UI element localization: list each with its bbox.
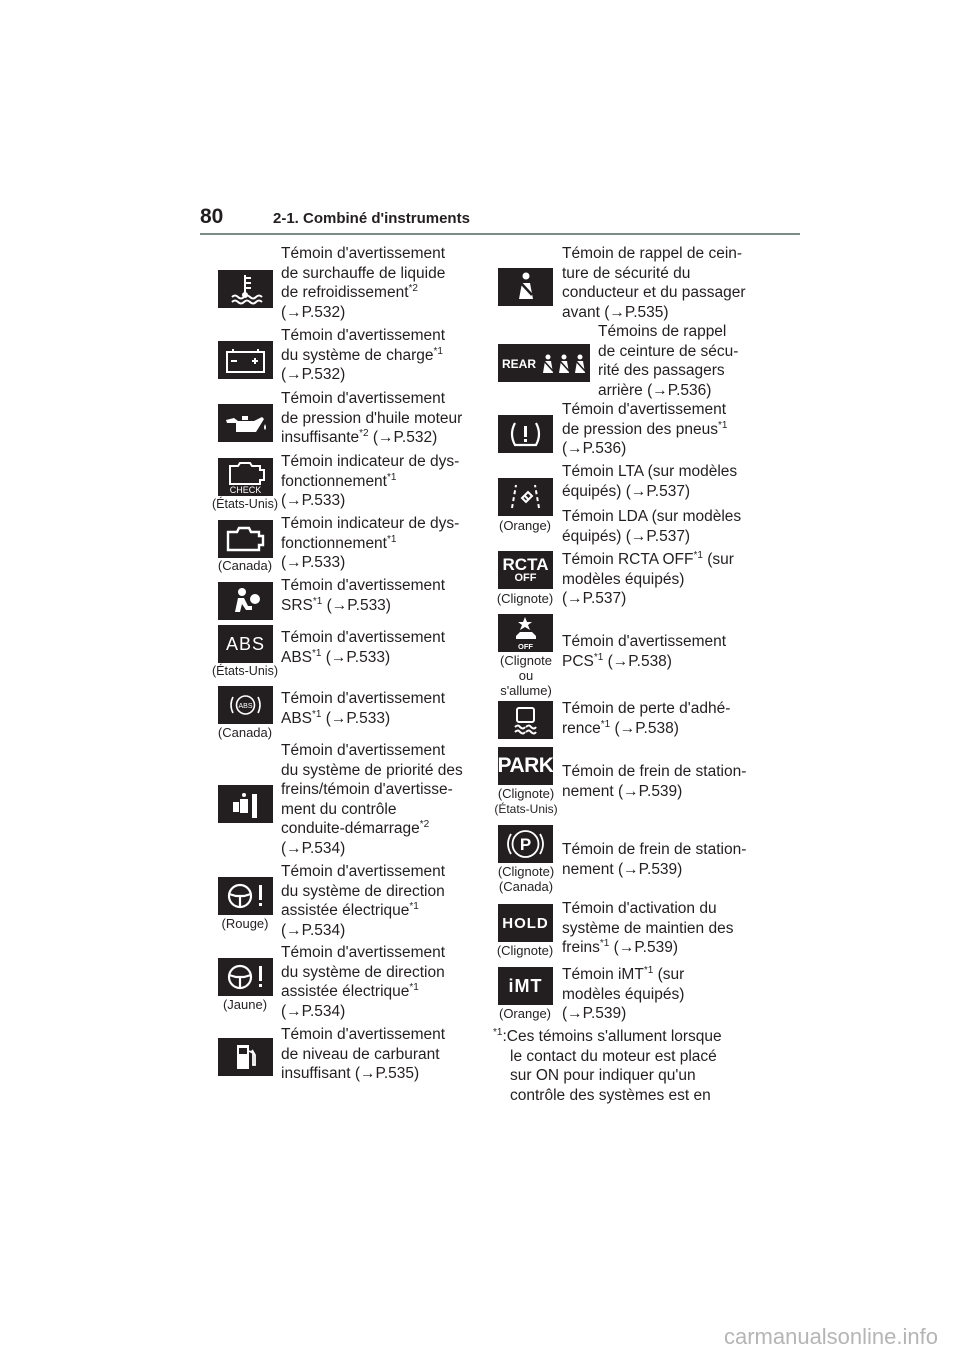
imt-text: Témoin iMT$^{*1}$ (sur modèles équipés) (→P.539) bbox=[562, 964, 685, 1022]
hold-caption: (Clignote) bbox=[496, 943, 554, 958]
abs-us-caption: (États-Unis) bbox=[212, 664, 278, 678]
header-rule bbox=[200, 233, 800, 235]
svg-text:OFF: OFF bbox=[518, 642, 533, 651]
oil-text: Témoin d'avertissement de pression d'huile moteur insuffisante$^{*2}$ (→P.532) bbox=[281, 390, 463, 446]
park-ca-caption: (Clignote) (Canada) bbox=[497, 864, 555, 894]
abs-us-text: Témoin d'avertissement ABS$^{*1}$ (→P.533) bbox=[281, 629, 446, 666]
fuel-pump-icon bbox=[218, 1038, 273, 1076]
airbag-icon bbox=[218, 582, 273, 620]
svg-text:P: P bbox=[519, 835, 532, 854]
seatbelt-icon bbox=[498, 268, 553, 306]
coolant-text: Témoin d'avertissement de surchauffe de liquide de refroidissement$^{*2}$ (→P.532) bbox=[281, 245, 446, 321]
rcta-caption: (Clignote) bbox=[496, 591, 554, 606]
oil-can-icon bbox=[218, 404, 273, 442]
eps-yellow-caption: (Jaune) bbox=[222, 997, 268, 1012]
footnote: $^{*1}$:Ces témoins s'allument lorsque le contact du moteur est placé sur ON pour indiquer qu'un contrôle des systèmes est en bbox=[493, 1026, 722, 1104]
abs-ca-caption: (Canada) bbox=[217, 725, 273, 740]
brake-priority-text: Témoin d'avertissement du système de priorité des freins/témoin d'avertisse- ment du contrôle conduite-démarrage$^{*2}$ (→P.534) bbox=[281, 742, 463, 857]
rear-seatbelt-icon bbox=[498, 344, 590, 382]
pcs-caption: (Clignote ou s'allume) bbox=[499, 653, 553, 698]
steering-wheel-warning-icon bbox=[218, 877, 273, 915]
check-ca-text: Témoin indicateur de dys- fonctionnement$^{*1}$ (→P.533) bbox=[281, 515, 460, 571]
section-header: 2-1. Combiné d'instruments bbox=[273, 210, 470, 227]
eps-red-text: Témoin d'avertissement du système de direction assistée électrique$^{*1}$ (→P.534) bbox=[281, 863, 446, 939]
svg-text:CHECK: CHECK bbox=[229, 485, 262, 495]
svg-text:REAR: REAR bbox=[502, 357, 537, 371]
pcs-text: Témoin d'avertissement PCS$^{*1}$ (→P.538) bbox=[562, 633, 727, 670]
parking-circle-icon bbox=[498, 825, 553, 863]
brake-hold-icon: HOLD bbox=[498, 904, 553, 942]
watermark: carmanualsonline.info bbox=[723, 1324, 938, 1349]
fuel-text: Témoin d'avertissement de niveau de carburant insuffisant (→P.535) bbox=[281, 1026, 446, 1082]
tire-pressure-icon bbox=[498, 415, 553, 453]
imt-icon: iMT bbox=[498, 967, 553, 1005]
eps-red-caption: (Rouge) bbox=[221, 916, 269, 931]
eps-yellow-text: Témoin d'avertissement du système de direction assistée électrique$^{*1}$ (→P.534) bbox=[281, 944, 446, 1020]
abs-text-icon: ABS bbox=[218, 625, 273, 663]
lta-caption: (Orange) bbox=[498, 518, 552, 533]
check-ca-caption: (Canada) bbox=[217, 558, 273, 573]
hold-text: Témoin d'activation du système de maintien des freins$^{*1}$ (→P.539) bbox=[562, 900, 734, 956]
park-us-text: Témoin de frein de station- nement (→P.539) bbox=[562, 763, 747, 800]
check-us-text: Témoin indicateur de dys- fonctionnement$^{*1}$ (→P.533) bbox=[281, 453, 460, 509]
imt-caption: (Orange) bbox=[498, 1006, 552, 1021]
park-ca-text: Témoin de frein de station- nement (→P.539) bbox=[562, 841, 747, 878]
svg-text:ABS: ABS bbox=[238, 703, 253, 710]
rcta-off-icon: RCTA OFF bbox=[498, 551, 553, 589]
seatbelt-rear-text: Témoins de rappel de ceinture de sécu- rité des passagers arrière (→P.536) bbox=[598, 323, 739, 399]
rcta-text: Témoin RCTA OFF$^{*1}$ (sur modèles équipés) (→P.537) bbox=[562, 549, 734, 607]
abs-circle-icon bbox=[218, 686, 273, 724]
slip-text: Témoin de perte d'adhé- rence$^{*1}$ (→P.538) bbox=[562, 700, 731, 737]
lane-assist-icon bbox=[498, 478, 553, 516]
seatbelt-front-text: Témoin de rappel de cein- ture de sécurité du conducteur et du passager avant (→P.535) bbox=[562, 245, 746, 321]
steering-wheel-warning-icon bbox=[218, 958, 273, 996]
park-text-icon: PARK bbox=[498, 747, 553, 785]
lta-text: Témoin LTA (sur modèles équipés) (→P.537) Témoin LDA (sur modèles équipés) (→P.537) bbox=[562, 463, 742, 545]
srs-text: Témoin d'avertissement SRS$^{*1}$ (→P.533) bbox=[281, 577, 446, 614]
coolant-temperature-icon bbox=[218, 270, 273, 308]
tpms-text: Témoin d'avertissement de pression des pneus$^{*1}$ (→P.536) bbox=[562, 401, 728, 457]
charge-text: Témoin d'avertissement du système de charge$^{*1}$ (→P.532) bbox=[281, 327, 446, 383]
abs-ca-text: Témoin d'avertissement ABS$^{*1}$ (→P.533) bbox=[281, 690, 446, 727]
check-us-caption: (États-Unis) bbox=[212, 497, 278, 511]
engine-icon bbox=[218, 520, 273, 558]
page-number: 80 bbox=[200, 205, 224, 228]
slip-indicator-icon bbox=[498, 701, 553, 739]
park-us-caption: (Clignote) (États-Unis) bbox=[494, 786, 558, 816]
brake-priority-icon bbox=[218, 785, 273, 823]
battery-icon bbox=[218, 341, 273, 379]
check-engine-icon bbox=[218, 458, 273, 496]
pcs-off-icon bbox=[498, 614, 553, 652]
